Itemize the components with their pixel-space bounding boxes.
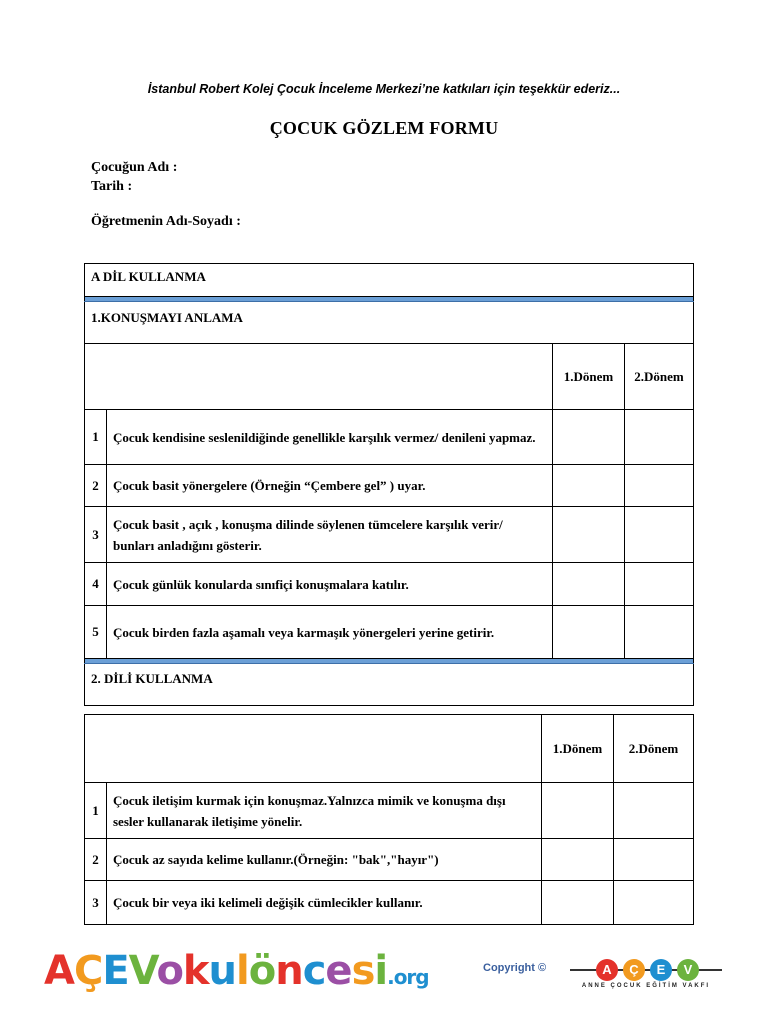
row-number: 3 [85,507,107,563]
period-2-cell[interactable] [614,783,694,839]
logo-line [570,969,722,971]
period-2-cell[interactable] [625,410,694,465]
row-number: 2 [85,839,107,881]
period-1-header: 1.Dönem [553,344,625,410]
thanks-note: İstanbul Robert Kolej Çocuk İnceleme Merkezi’ne katkıları için teşekkür ederiz... [147,82,621,96]
row-number: 3 [85,881,107,925]
row-number: 5 [85,606,107,659]
acev-subtitle: ANNE ÇOCUK EĞİTİM VAKFI [581,983,711,989]
acev-letter-a: A [596,959,618,981]
row-text: Çocuk basit yönergelere (Örneğin “Çembere gel” ) uyar. [107,465,553,507]
row-text: Çocuk az sayıda kelime kullanır.(Örneğin: "bak","hayır") [107,839,542,881]
row-text: Çocuk günlük konularda sınıfiçi konuşmalara katılır. [107,563,553,606]
period-2-cell[interactable] [614,839,694,881]
period-2-cell[interactable] [625,563,694,606]
period-2-cell[interactable] [625,507,694,563]
header-blank-cell [85,715,542,783]
row-text: Çocuk birden fazla aşamalı veya karmaşık yönergeleri yerine getirir. [107,606,553,659]
period-1-header: 1.Dönem [542,715,614,783]
acev-letter-e: E [650,959,672,981]
period-1-cell[interactable] [542,783,614,839]
period-1-cell[interactable] [553,606,625,659]
acev-foundation-logo [570,956,722,992]
period-2-header: 2.Dönem [614,715,694,783]
row-text: Çocuk kendisine seslenildiğinde genellikle karşılık vermez/ denileni yapmaz. [107,410,553,465]
teacher-name-label: Öğretmenin Adı-Soyadı : [91,214,241,229]
row-number: 1 [85,410,107,465]
acev-letter-v: V [677,959,699,981]
section-title-a: A DİL KULLANMA [85,264,694,297]
acev-letter-c: Ç [623,959,645,981]
row-text: Çocuk iletişim kurmak için konuşmaz.Yalnızca mimik ve konuşma dışı sesler kullanarak iletişime yönelir. [107,783,542,839]
acev-okuloncesi-logo [44,948,429,994]
header-blank-cell [85,344,553,410]
logo-main-text: AÇEVokulöncesi [44,948,388,994]
form-table-2 [84,714,694,925]
logo-org-text: .org [387,965,429,989]
child-name-label: Çocuğun Adı : [91,160,178,175]
copyright-text: Copyright © [483,962,547,974]
form-table-1 [84,263,694,706]
period-1-cell[interactable] [553,465,625,507]
period-2-cell[interactable] [614,881,694,925]
period-1-cell[interactable] [542,839,614,881]
date-label: Tarih : [91,179,133,194]
row-number: 1 [85,783,107,839]
period-1-cell[interactable] [542,881,614,925]
period-2-header: 2.Dönem [625,344,694,410]
period-1-cell[interactable] [553,410,625,465]
row-text: Çocuk bir veya iki kelimeli değişik cümlecikler kullanır. [107,881,542,925]
period-1-cell[interactable] [553,507,625,563]
period-2-cell[interactable] [625,465,694,507]
form-title: ÇOCUK GÖZLEM FORMU [269,118,499,138]
row-text: Çocuk basit , açık , konuşma dilinde söylenen tümcelere karşılık verir/ bunları anladığını gösterir. [107,507,553,563]
subsection-title-1: 1.KONUŞMAYI ANLAMA [85,302,694,344]
period-1-cell[interactable] [553,563,625,606]
period-2-cell[interactable] [625,606,694,659]
subsection-title-2: 2. DİLİ KULLANMA [85,664,694,706]
row-number: 2 [85,465,107,507]
row-number: 4 [85,563,107,606]
